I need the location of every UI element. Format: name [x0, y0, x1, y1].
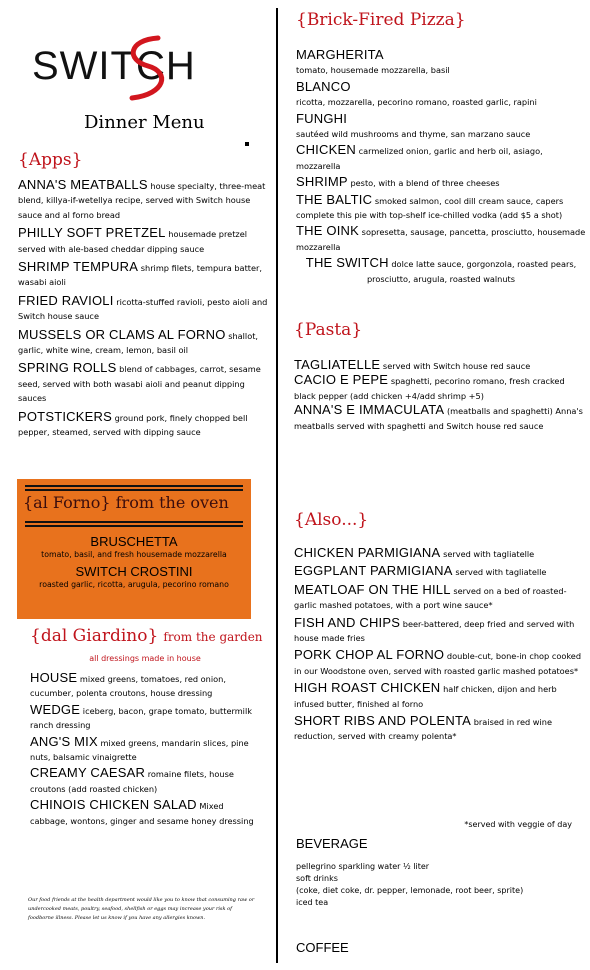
- left-column: [0, 0, 268, 970]
- item-name: HIGH ROAST CHICKEN: [294, 680, 441, 696]
- menu-item: [294, 358, 584, 373]
- menu-item: [294, 616, 586, 646]
- item-desc: mixed greens, mandarin slices, pine nuts, balsamic vinaigrette: [30, 737, 249, 763]
- item-desc: served with tagliatelle: [443, 549, 535, 559]
- menu-item: [294, 403, 584, 433]
- item-desc: dolce latte sauce, gorgonzola, roasted pears, prosciutto, arugula, roasted walnuts: [366, 259, 577, 284]
- menu-item: [17, 531, 251, 559]
- item-name: CHICKEN: [296, 142, 356, 158]
- item-name: MUSSELS OR CLAMS AL FORNO: [18, 326, 226, 342]
- item-name: CREAMY CAESAR: [30, 765, 146, 781]
- beverage-section: [296, 836, 576, 909]
- also-title: {Also...}: [294, 510, 369, 530]
- menu-item: [294, 546, 586, 561]
- menu-item: [18, 328, 268, 358]
- top-stripes: [25, 485, 243, 493]
- item-name: ANG'S MIX: [30, 733, 98, 749]
- item-desc: shallot, garlic, white wine, cream, lemon, basil oil: [18, 330, 259, 356]
- logo-swoosh-icon: [118, 34, 178, 104]
- item-name: SHORT RIBS AND POLENTA: [294, 713, 472, 729]
- item-desc: sopresetta, sausage, pancetta, prosciutto, housemade mozzarella: [296, 227, 586, 252]
- menu-item: [18, 410, 268, 440]
- menu-item: [30, 798, 260, 828]
- item-desc: (meatballs and spaghetti) Anna's meatballs served with spaghetti and Switch house red sauce: [294, 406, 583, 431]
- health-disclaimer: Our food friends at the health department would like you to know that consuming raw or undercooked meats, poultry, seafood, shellfish or eggs may increase your risk of foodborne illness. Please let us know if you have any allergies known.: [28, 897, 255, 921]
- dal-giardino-subtitle: from the garden: [163, 630, 263, 644]
- menu-item: [18, 226, 268, 256]
- menu-item: [296, 48, 586, 78]
- menu-item: [294, 564, 586, 579]
- item-name: MEATLOAF ON THE HILL: [294, 581, 451, 597]
- item-name: SHRIMP TEMPURA: [18, 259, 139, 275]
- item-desc: served with Switch house red sauce: [382, 361, 531, 371]
- item-name: PORK CHOP AL FORNO: [294, 647, 445, 663]
- item-name: HOUSE: [30, 670, 78, 685]
- item-name: SHRIMP: [296, 174, 348, 190]
- menu-item: [18, 260, 268, 290]
- menu-item: [294, 681, 586, 711]
- menu-item: [18, 178, 268, 222]
- menu-item: [296, 193, 586, 223]
- al-forno-panel: [17, 479, 251, 619]
- veggie-footnote: *served with veggie of day: [464, 820, 572, 829]
- beverage-title: BEVERAGE: [296, 836, 368, 851]
- item-name: THE OINK: [296, 223, 359, 239]
- item-desc: housemade pretzel served with ale-based cheddar dipping sauce: [18, 229, 248, 254]
- menu-item: [294, 714, 586, 744]
- item-name: CHINOIS CHICKEN SALAD: [30, 797, 197, 813]
- switch-logo: [32, 38, 222, 102]
- item-name: BRUSCHETTA: [90, 534, 178, 549]
- item-name: FUNGHI: [296, 110, 348, 126]
- item-name: TAGLIATELLE: [294, 357, 381, 372]
- al-forno-title: [23, 493, 229, 512]
- item-name: EGGPLANT PARMIGIANA: [294, 563, 453, 579]
- menu-item: [296, 224, 586, 254]
- item-desc: ricotta, mozzarella, pecorino romano, roasted garlic, rapini: [296, 97, 537, 108]
- menu-item: [18, 361, 268, 405]
- menu-item: [30, 703, 260, 733]
- item-desc: mixed greens, tomatoes, red onion, cucumber, polenta croutons, house dressing: [30, 674, 226, 699]
- item-desc: carmelized onion, garlic and herb oil, asiago, mozzarella: [296, 146, 543, 171]
- item-desc: braised in red wine reduction, served with creamy polenta*: [294, 717, 552, 742]
- item-desc: tomato, basil, and fresh housemade mozzarella: [41, 550, 227, 559]
- item-name: ANNA'S E IMMACULATA: [294, 402, 445, 418]
- menu-item: [294, 373, 584, 403]
- item-desc: served on a bed of roasted-garlic mashed potatoes, with a port wine sauce*: [294, 585, 567, 611]
- item-name: THE BALTIC: [296, 191, 373, 207]
- pizza-title: {Brick-Fired Pizza}: [296, 10, 466, 30]
- item-name: FRIED RAVIOLI: [18, 292, 114, 308]
- column-divider: [276, 8, 278, 963]
- item-desc: house specialty, three-meat blend, killya-if-wetellya recipe, served with Switch house sauce and al forno bread: [18, 181, 266, 220]
- menu-item: [17, 561, 251, 589]
- item-name: PHILLY SOFT PRETZEL: [18, 225, 166, 241]
- item-desc: ground pork, finely chopped bell pepper, steamed, served with dipping sauce: [18, 412, 248, 438]
- mid-stripes: [25, 521, 243, 529]
- item-desc: double-cut, bone-in chop cooked in our Woodstone oven, served with roasted garlic mashed potatoes*: [294, 651, 582, 676]
- menu-item: [30, 735, 260, 765]
- item-name: CHICKEN PARMIGIANA: [294, 545, 441, 560]
- item-desc: smoked salmon, cool dill cream sauce, capers complete this pie with top-shelf ice-chilled vodka (add $5 a shot): [296, 195, 564, 221]
- apps-title: {Apps}: [18, 150, 83, 170]
- item-desc: tomato, housemade mozzarella, basil: [296, 65, 450, 76]
- item-name: MARGHERITA: [296, 47, 384, 62]
- item-desc: Mixed cabbage, wontons, ginger and sesame honey dressing: [30, 801, 254, 826]
- dal-giardino-header: [30, 626, 263, 646]
- item-name: BLANCO: [296, 78, 351, 94]
- item-desc: roasted garlic, ricotta, arugula, pecorino romano: [39, 580, 229, 589]
- menu-item: [296, 112, 586, 142]
- menu-item: [294, 648, 586, 678]
- menu-item: [18, 294, 268, 324]
- item-name: CACIO E PEPE: [294, 372, 389, 388]
- decorative-dot: [245, 142, 249, 146]
- item-desc: beer-battered, deep fried and served with house made fries: [294, 618, 575, 644]
- beverage-line: pellegrino sparkling water ½ liter: [296, 862, 430, 871]
- item-name: THE SWITCH: [305, 255, 389, 271]
- menu-item: [296, 256, 586, 286]
- item-desc: romaine filets, house croutons (add roasted chicken): [30, 769, 234, 794]
- right-column: [280, 0, 590, 970]
- apps-section: [18, 150, 268, 444]
- item-desc: shrimp filets, tempura batter, wasabi aioli: [18, 263, 262, 288]
- menu-item: [296, 175, 586, 190]
- dinner-menu-title: Dinner Menu: [84, 112, 205, 133]
- menu-item: [296, 80, 586, 110]
- beverage-line: iced tea: [296, 898, 329, 907]
- item-desc: iceberg, bacon, grape tomato, buttermilk ranch dressing: [30, 705, 252, 731]
- pizza-section: [296, 10, 586, 288]
- menu-item: [30, 766, 260, 796]
- item-desc: sautéed wild mushrooms and thyme, san marzano sauce: [296, 129, 531, 140]
- al-forno-heading: {al Forno} from the oven: [23, 493, 229, 512]
- dal-giardino-section: [30, 626, 263, 830]
- beverage-line: soft drinks: [296, 874, 338, 883]
- menu-item: [294, 583, 586, 613]
- pasta-title: {Pasta}: [294, 320, 363, 340]
- coffee-title: COFFEE: [296, 940, 349, 955]
- item-name: WEDGE: [30, 701, 81, 717]
- also-section: [294, 510, 586, 747]
- item-name: SPRING ROLLS: [18, 360, 117, 376]
- item-name: FISH AND CHIPS: [294, 614, 401, 630]
- item-desc: ricotta-stuffed ravioli, pesto aioli and Switch house sauce: [18, 296, 268, 322]
- item-desc: pesto, with a blend of three cheeses: [350, 178, 500, 189]
- dal-giardino-title: {dal Giardino}: [30, 626, 159, 646]
- beverage-line: (coke, diet coke, dr. pepper, lemonade, root beer, sprite): [296, 886, 524, 895]
- menu-item: [30, 671, 260, 701]
- item-name: ANNA'S MEATBALLS: [18, 177, 148, 192]
- item-desc: served with tagliatelle: [455, 567, 547, 578]
- item-desc: half chicken, dijon and herb infused butter, finished al forno: [294, 684, 557, 709]
- item-desc: blend of cabbages, carrot, sesame seed, served with both wasabi aioli and peanut dipping sauces: [18, 364, 261, 404]
- pasta-section: [294, 320, 584, 433]
- item-name: SWITCH CROSTINI: [75, 564, 193, 579]
- logo-text: SWITCH: [32, 44, 196, 88]
- item-desc: spaghetti, pecorino romano, fresh cracked black pepper (add chicken +4/add shrimp +5): [294, 376, 565, 401]
- item-name: POTSTICKERS: [18, 408, 112, 424]
- dressings-note: all dressings made in house: [89, 654, 201, 663]
- menu-item: [296, 143, 586, 173]
